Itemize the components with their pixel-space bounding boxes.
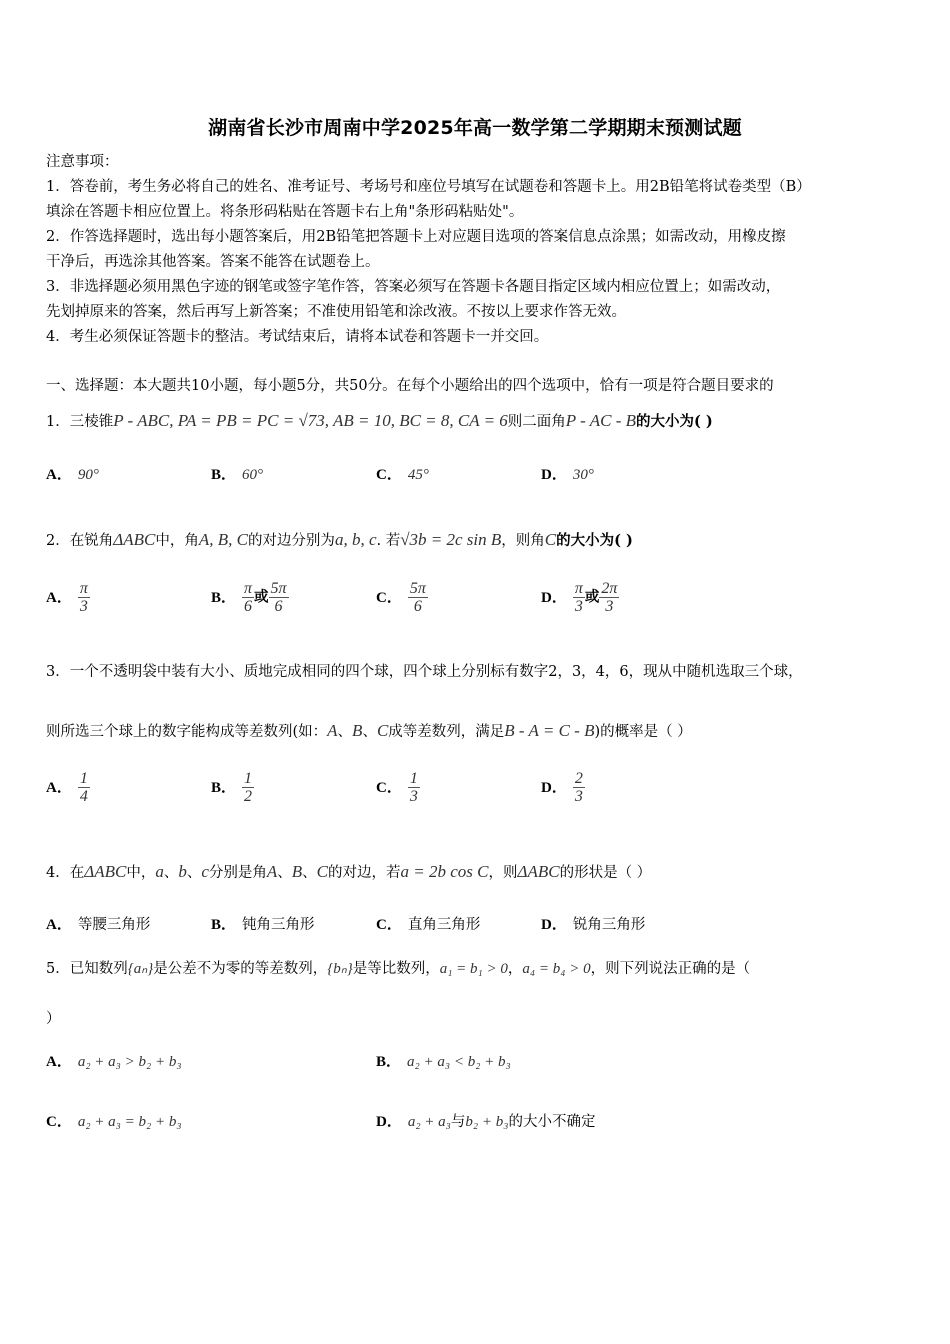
fraction-numerator: 5π [409, 580, 426, 597]
option-value: 钝角三角形 [242, 917, 315, 933]
option-b[interactable] [211, 463, 263, 484]
option-value: a₂ + a₃ [407, 1114, 451, 1130]
question-text: 成等差数列，满足 [388, 724, 505, 740]
math-expression: c [201, 862, 209, 881]
option-label: B． [211, 779, 237, 796]
question-text: 在 [69, 865, 85, 881]
question-number: 1． [46, 414, 70, 430]
fraction-numerator: 2π [601, 580, 618, 597]
notice-line: 先划掉原来的答案，然后再写上新答案；不准使用铅笔和涂改液。不按以上要求作答无效。 [46, 304, 626, 320]
question-text: 的大小为( ) [556, 532, 633, 549]
option-value: 30° [572, 467, 594, 483]
separator: 、 [186, 865, 202, 881]
fraction-numerator: π [574, 580, 583, 597]
fraction-denominator: 3 [574, 788, 583, 805]
option-label: C． [376, 779, 402, 796]
notice-line: 2．作答选择题时，选出每小题答案后，用2B铅笔把答题卡上对应题目选项的答案信息点涂黑；如需改动，用橡皮擦 [46, 229, 786, 245]
question-text: 的对边，若 [328, 865, 401, 881]
option-text: 与 [450, 1114, 466, 1130]
option-label: C． [376, 589, 402, 606]
math-expression: a₄ = b₄ > 0 [522, 961, 591, 977]
option-label: A． [46, 467, 72, 483]
question-number: 3． [46, 664, 70, 680]
question-text: 的大小为( ) [636, 413, 713, 430]
option-value: b₂ + b₃ [465, 1114, 509, 1130]
separator: 、 [163, 865, 179, 881]
math-expression: C [316, 862, 328, 881]
question-text: 则所选三个球上的数字能构成等差数列(如： [46, 724, 328, 740]
option-label: A． [46, 1054, 72, 1070]
option-c[interactable] [376, 580, 428, 615]
math-expression: C [376, 721, 389, 740]
page-title: 湖南省长沙市周南中学2025年高一数学第二学期期末预测试题 [208, 117, 742, 139]
option-d[interactable] [541, 580, 619, 615]
option-label: B． [376, 1054, 402, 1070]
or-text: 或 [584, 588, 600, 606]
question-5 [46, 959, 906, 979]
notice-line: 填涂在答题卡相应位置上。将条形码粘贴在答题卡右上角"条形码粘贴处"。 [46, 204, 524, 220]
math-expression: A, B, C [198, 530, 248, 549]
option-value: a₂ + a₃ < b₂ + b₃ [407, 1054, 511, 1070]
option-value: a₂ + a₃ > b₂ + b₃ [77, 1054, 182, 1070]
option-d[interactable] [376, 1110, 595, 1131]
option-d[interactable] [541, 770, 585, 805]
or-text: 或 [254, 588, 269, 606]
option-label: A． [46, 917, 72, 933]
fraction [242, 580, 254, 615]
fraction-denominator: 6 [244, 598, 253, 615]
fraction-numerator: 1 [244, 770, 253, 787]
option-value: 60° [242, 467, 264, 483]
option-a[interactable] [46, 1050, 182, 1071]
question-text: ，则下列说法正确的是（ [590, 961, 751, 977]
question-2 [46, 530, 906, 551]
question-text: 中，角 [155, 533, 199, 549]
option-label: D． [541, 917, 567, 933]
option-b[interactable] [376, 1050, 511, 1071]
fraction-denominator: 2 [244, 788, 253, 805]
fraction-denominator: 3 [574, 598, 583, 615]
option-label: A． [46, 779, 72, 796]
math-expression: B - A = C - B [504, 721, 595, 740]
fraction-denominator: 4 [79, 788, 88, 805]
separator: 、 [302, 865, 317, 881]
fraction-denominator: 3 [409, 788, 418, 805]
question-text: 的对边分别为 [247, 533, 335, 549]
fraction-denominator: 3 [79, 598, 88, 615]
question-text: . 若 [376, 533, 401, 549]
separator: 、 [362, 724, 377, 740]
fraction [599, 580, 619, 615]
question-1 [46, 411, 906, 432]
option-text: 的大小不确定 [508, 1114, 596, 1130]
option-d[interactable] [541, 463, 594, 484]
question-text: 的形状是（ ） [559, 865, 652, 881]
question-text: 则二面角 [507, 414, 566, 430]
question-text: )的概率是（ ） [594, 724, 692, 740]
option-label: A． [46, 589, 72, 606]
notice-line: 4．考生必须保证答题卡的整洁。考试结束后，请将本试卷和答题卡一并交回。 [46, 329, 549, 345]
fraction [573, 770, 585, 805]
option-c[interactable] [376, 463, 429, 484]
option-c[interactable] [376, 913, 480, 934]
option-label: D． [376, 1114, 402, 1130]
option-label: C． [376, 917, 402, 933]
fraction-numerator: π [79, 580, 88, 597]
fraction-numerator: 1 [79, 770, 88, 787]
question-text: ，则 [488, 865, 518, 881]
notice-heading: 注意事项： [46, 154, 119, 170]
option-value: 90° [77, 467, 99, 483]
separator: 、 [337, 724, 353, 740]
math-expression: a = 2b cos C [400, 862, 489, 881]
fraction [242, 770, 254, 805]
math-expression: P - AC - B [565, 411, 636, 430]
math-expression: a₁ = b₁ > 0 [439, 961, 508, 977]
question-number: 4． [46, 865, 70, 881]
question-text: 已知数列 [69, 961, 128, 977]
option-b[interactable] [211, 913, 315, 934]
option-label: C． [376, 467, 402, 483]
option-c[interactable] [376, 770, 420, 805]
option-value: 锐角三角形 [572, 917, 646, 933]
option-value: 直角三角形 [407, 917, 481, 933]
option-value: 45° [407, 467, 429, 483]
question-4 [46, 862, 906, 883]
math-expression: b [178, 862, 187, 881]
math-expression: A [266, 862, 278, 881]
option-value: 等腰三角形 [77, 917, 151, 933]
fraction [78, 580, 90, 615]
question-3 [46, 662, 906, 682]
question-text: 在锐角 [69, 533, 114, 549]
fraction-denominator: 3 [605, 598, 614, 615]
option-value: a₂ + a₃ = b₂ + b₃ [77, 1114, 182, 1130]
option-label: D． [541, 467, 567, 483]
question-text: ， [507, 961, 523, 977]
math-expression: C [544, 530, 557, 549]
fraction-numerator: 5π [270, 580, 287, 597]
question-text: 是公差不为零的等差数列， [153, 961, 328, 977]
math-expression: a, b, c [334, 530, 377, 549]
option-label: B． [211, 467, 237, 483]
question-text: ，则角 [501, 533, 545, 549]
fraction [269, 580, 289, 615]
fraction [408, 580, 428, 615]
option-label: D． [541, 589, 567, 606]
option-label: B． [211, 589, 237, 606]
math-expression: B [352, 721, 363, 740]
option-label: C． [46, 1114, 72, 1130]
question-text: 分别是角 [208, 865, 267, 881]
notice-line: 3．非选择题必须用黑色字迹的钢笔或签字笔作答，答案必须写在答题卡各题目指定区域内相应位置上；如需改动， [46, 279, 781, 295]
option-a[interactable] [46, 463, 99, 484]
notice-line: 1．答卷前，考生务必将自己的姓名、准考证号、考场号和座位号填写在试题卷和答题卡上。用2B铅笔将试卷类型（B） [46, 179, 811, 195]
section-heading: 一、选择题：本大题共10小题，每小题5分，共50分。在每个小题给出的四个选项中，恰有一项是符合题目要求的 [46, 378, 774, 394]
fraction-denominator: 6 [274, 598, 283, 615]
math-expression: √3b = 2c sin B [400, 530, 502, 549]
option-b[interactable] [211, 580, 289, 615]
fraction-numerator: 1 [409, 770, 418, 787]
math-expression: a [155, 862, 164, 881]
math-expression: ΔABC [113, 530, 156, 549]
separator: 、 [277, 865, 292, 881]
option-d[interactable] [541, 913, 645, 934]
fraction-numerator: 2 [574, 770, 583, 787]
question-text: 中， [126, 865, 156, 881]
fraction [408, 770, 420, 805]
option-a[interactable] [46, 580, 90, 615]
question-text: 是等比数列， [352, 961, 440, 977]
fraction [78, 770, 90, 805]
option-c[interactable] [46, 1110, 182, 1131]
option-b[interactable] [211, 770, 254, 805]
math-expression: ΔABC [84, 862, 127, 881]
option-label: D． [541, 779, 567, 796]
question-number: 5． [46, 961, 70, 977]
question-text: 三棱锥 [69, 414, 114, 430]
fraction [573, 580, 585, 615]
question-5-line-2: ） [46, 1011, 61, 1027]
fraction-numerator: π [244, 580, 253, 597]
math-expression: B [291, 862, 303, 881]
math-expression: ΔABC [517, 862, 560, 881]
question-3-line-2 [46, 721, 906, 742]
math-expression: {bₙ} [327, 961, 353, 977]
option-a[interactable] [46, 913, 150, 934]
fraction-denominator: 6 [413, 598, 422, 615]
notice-line: 干净后，再选涂其他答案。答案不能答在试题卷上。 [46, 254, 380, 270]
math-expression: P - ABC, PA = PB = PC = √73, AB = 10, BC = 8, CA = 6 [113, 411, 508, 430]
option-a[interactable] [46, 770, 90, 805]
math-expression: A [327, 721, 338, 740]
question-text: 一个不透明袋中装有大小、质地完成相同的四个球，四个球上分别标有数字2，3，4，6，现从中随机选取三个球， [69, 664, 803, 680]
question-number: 2． [46, 533, 70, 549]
math-expression: {aₙ} [127, 961, 154, 977]
option-label: B． [211, 917, 237, 933]
